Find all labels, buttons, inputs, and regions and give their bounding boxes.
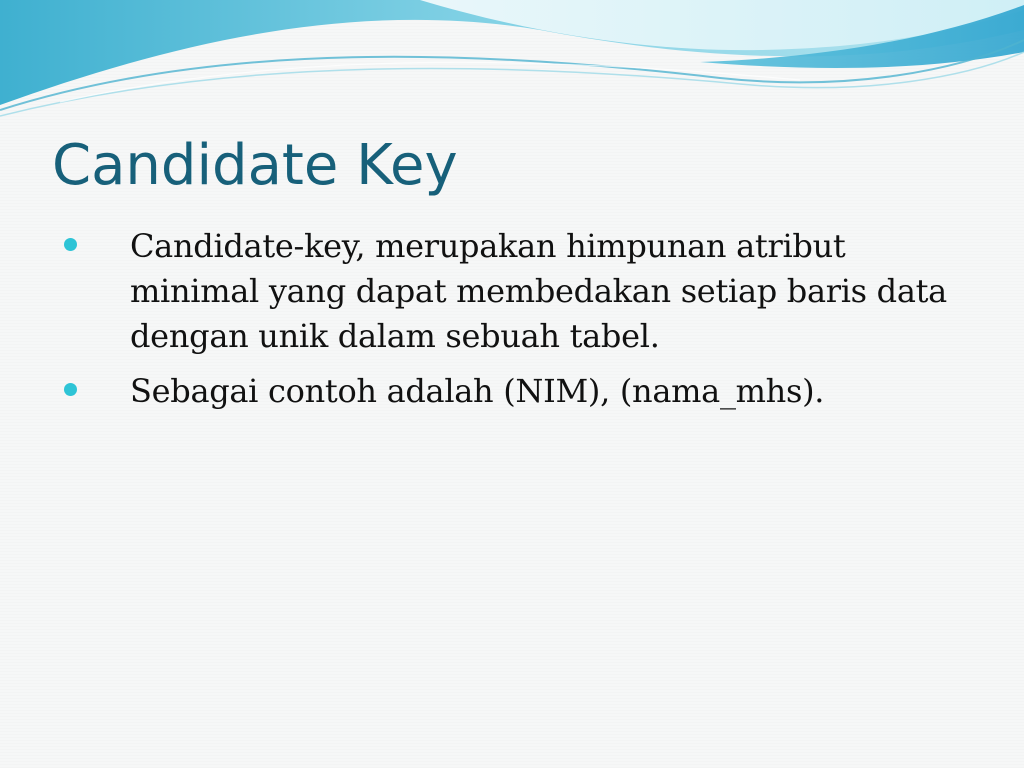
bullet-item [62, 224, 962, 359]
header-wave-decoration [0, 0, 1024, 130]
slide-title: Candidate Key [52, 133, 458, 198]
bullet-list [62, 224, 962, 424]
bullet-text: Sebagai contoh adalah (NIM), (nama_mhs). [130, 372, 825, 410]
bullet-dot-icon [64, 383, 77, 396]
bullet-item [62, 369, 962, 414]
bullet-dot-icon [64, 238, 77, 251]
bullet-text: Candidate-key, merupakan himpunan atribut minimal yang dapat membedakan setiap baris data dengan unik dalam sebuah tabel. [130, 227, 947, 355]
